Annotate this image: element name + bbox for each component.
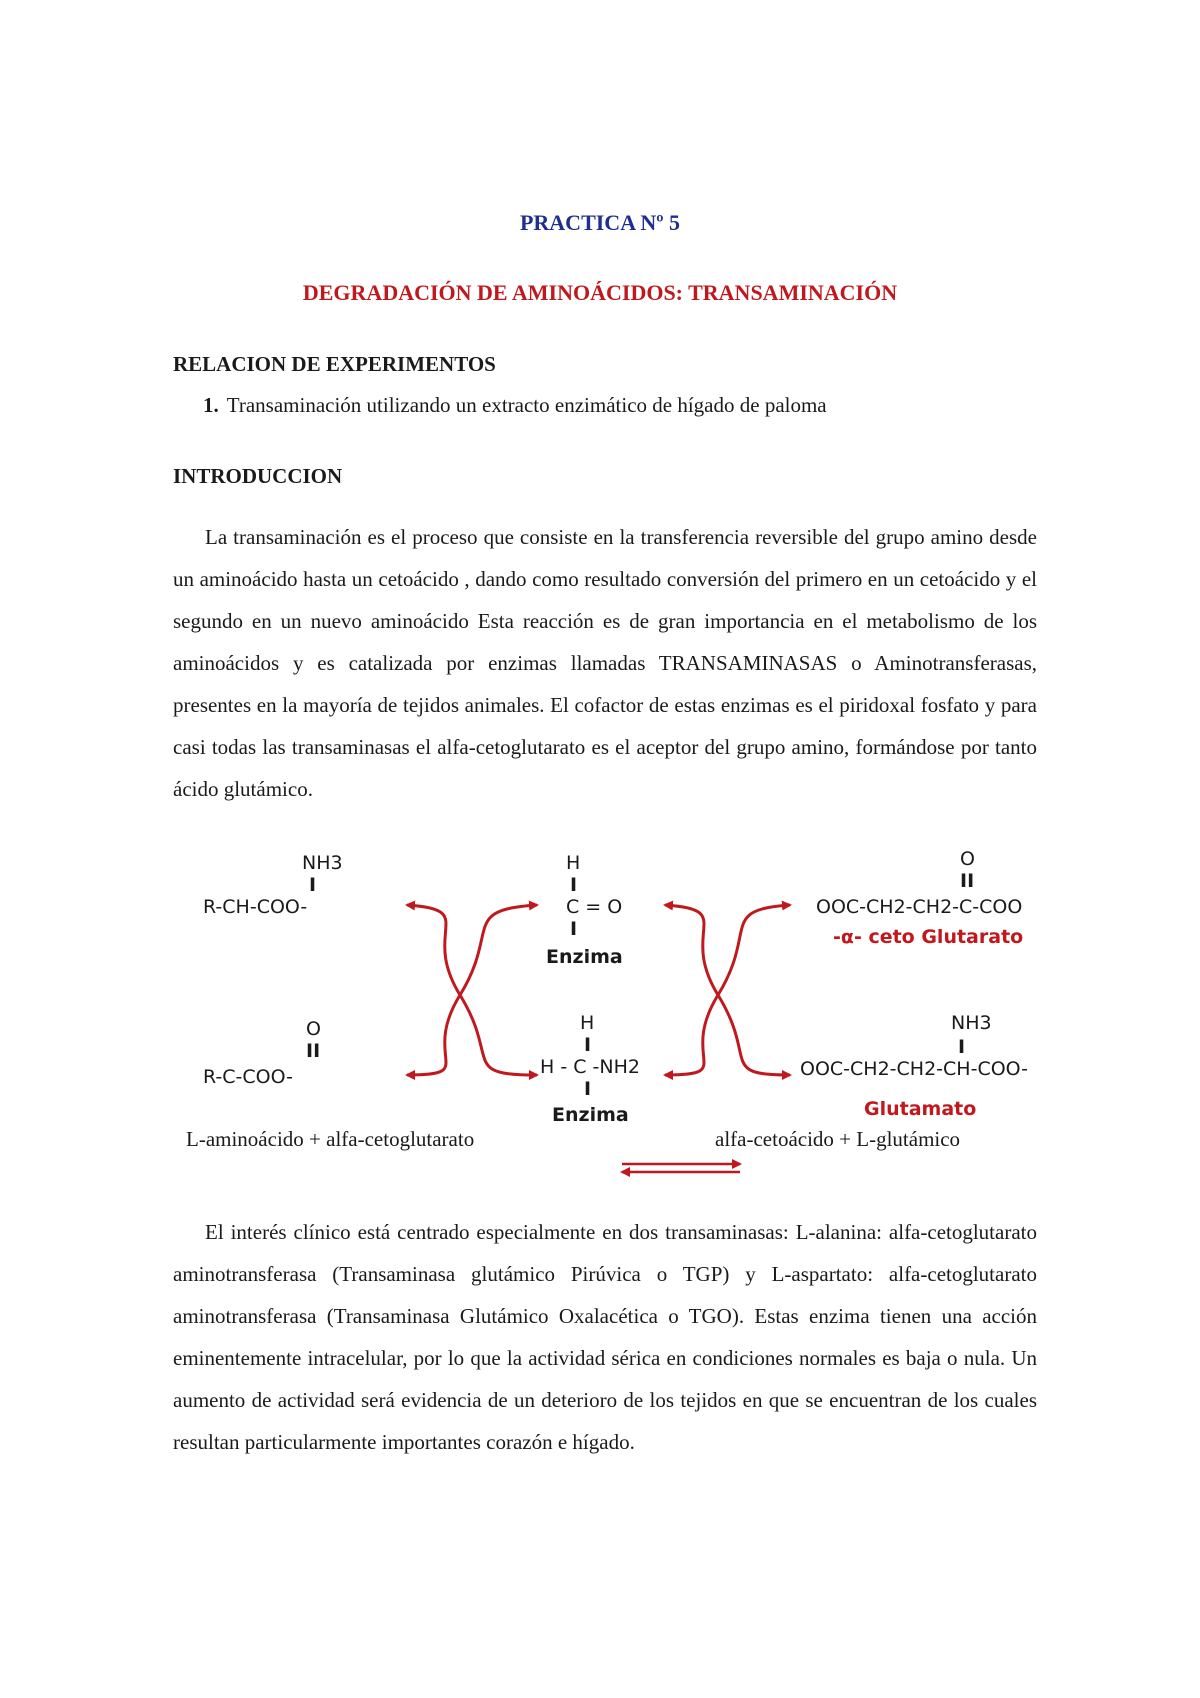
left-arrow-top-right-curve (460, 905, 537, 995)
equation-products: alfa-cetoácido + L-glutámico (715, 1127, 961, 1151)
experiment-item-number: 1. (203, 393, 219, 417)
page-subtitle: DEGRADACIÓN DE AMINOÁCIDOS: TRANSAMINACIÓN (302, 280, 898, 305)
ketoglutarate-name: -α- ceto Glutarato (833, 926, 1024, 948)
keto-acid-substituent: O (306, 1018, 321, 1040)
amino-acid-formula: R-CH-COO- (203, 896, 308, 918)
keto-acid-bond: II (306, 1040, 321, 1062)
left-arrow-top-curve (407, 905, 460, 995)
enzyme-amine-group: H - C -NH2 (540, 1056, 640, 1078)
equation-reactants: L-aminoácido + alfa-cetoglutarato (186, 1127, 475, 1151)
right-arrow-top-right-curve (718, 905, 790, 995)
keto-acid-formula: R-C-COO- (203, 1066, 293, 1088)
left-arrow-bottom-right-curve (460, 995, 537, 1075)
glutamate-name: Glutamato (864, 1098, 977, 1120)
enzyme-label-top: Enzima (546, 946, 623, 968)
glutamate-formula: OOC-CH2-CH2-CH-COO- (800, 1058, 1028, 1080)
intro-paragraph-text: La transaminación es el proceso que consiste en la transferencia reversible del grupo amino desde un aminoácido hasta un cetoácido , dando como resultado conversión del primero en un cetoácido y el segundo en un nuevo aminoácido Esta reacción es de gran importancia en el metabolismo de los aminoácidos y es catalizada por enzimas llamadas TRANSAMINASAS o Aminotransferasas, presentes en la mayoría de tejidos animales. El cofactor de estas enzimas es el piridoxal fosfato y para casi todas las transaminasas el alfa-cetoglutarato es el aceptor del grupo amino, formándose por tanto ácido glutámico. (173, 525, 1037, 801)
enzyme-aldehyde-bond-down: I (570, 918, 578, 940)
right-arrow-top-left-curve (665, 905, 718, 995)
page-title: PRACTICA Nº 5 (519, 210, 681, 235)
clinical-paragraph-text: El interés clínico está centrado especialmente en dos transaminasas: L-alanina: alfa-cetoglutarato aminotransferasa (Transaminasa glutámico Pirúvica o TGP) y L-aspartato: alfa-cetoglutarato aminotransferasa (Transaminasa Glutámico Oxalacética o TGO). Estas enzima tienen una acción eminentemente intracelular, por lo que la actividad sérica en condiciones normales es baja o nula. Un aumento de actividad será evidencia de un deterioro de los tejidos en que se encuentran de los cuales resultan particularmente importantes corazón e hígado. (173, 1220, 1037, 1454)
right-arrow-bottom-left-curve (665, 995, 718, 1075)
intro-heading: INTRODUCCION (173, 464, 343, 488)
experiment-item-text: Transaminación utilizando un extracto enzimático de hígado de paloma (226, 393, 827, 417)
enzyme-amine-bond-down: I (584, 1078, 592, 1100)
enzyme-label-bottom: Enzima (552, 1104, 629, 1126)
enzyme-aldehyde-group: C = O (566, 896, 623, 918)
amino-acid-bond: I (309, 874, 317, 896)
right-arrow-bottom-right-curve (718, 995, 790, 1075)
enzyme-aldehyde-bond-up: I (570, 874, 578, 896)
glutamate-substituent: NH3 (951, 1012, 992, 1034)
amino-acid-substituent: NH3 (302, 852, 343, 874)
experiments-heading: RELACION DE EXPERIMENTOS (173, 352, 496, 376)
left-arrow-bottom-curve (407, 995, 460, 1075)
glutamate-bond: I (958, 1036, 966, 1058)
ketoglutarate-bond: II (960, 870, 975, 892)
enzyme-amine-bond-up: I (584, 1034, 592, 1056)
enzyme-amine-h: H (580, 1012, 595, 1034)
clinical-paragraph (173, 1211, 1037, 1463)
enzyme-aldehyde-h: H (566, 852, 581, 874)
ketoglutarate-formula: OOC-CH2-CH2-C-COO (816, 896, 1023, 918)
ketoglutarate-substituent: O (960, 848, 975, 870)
